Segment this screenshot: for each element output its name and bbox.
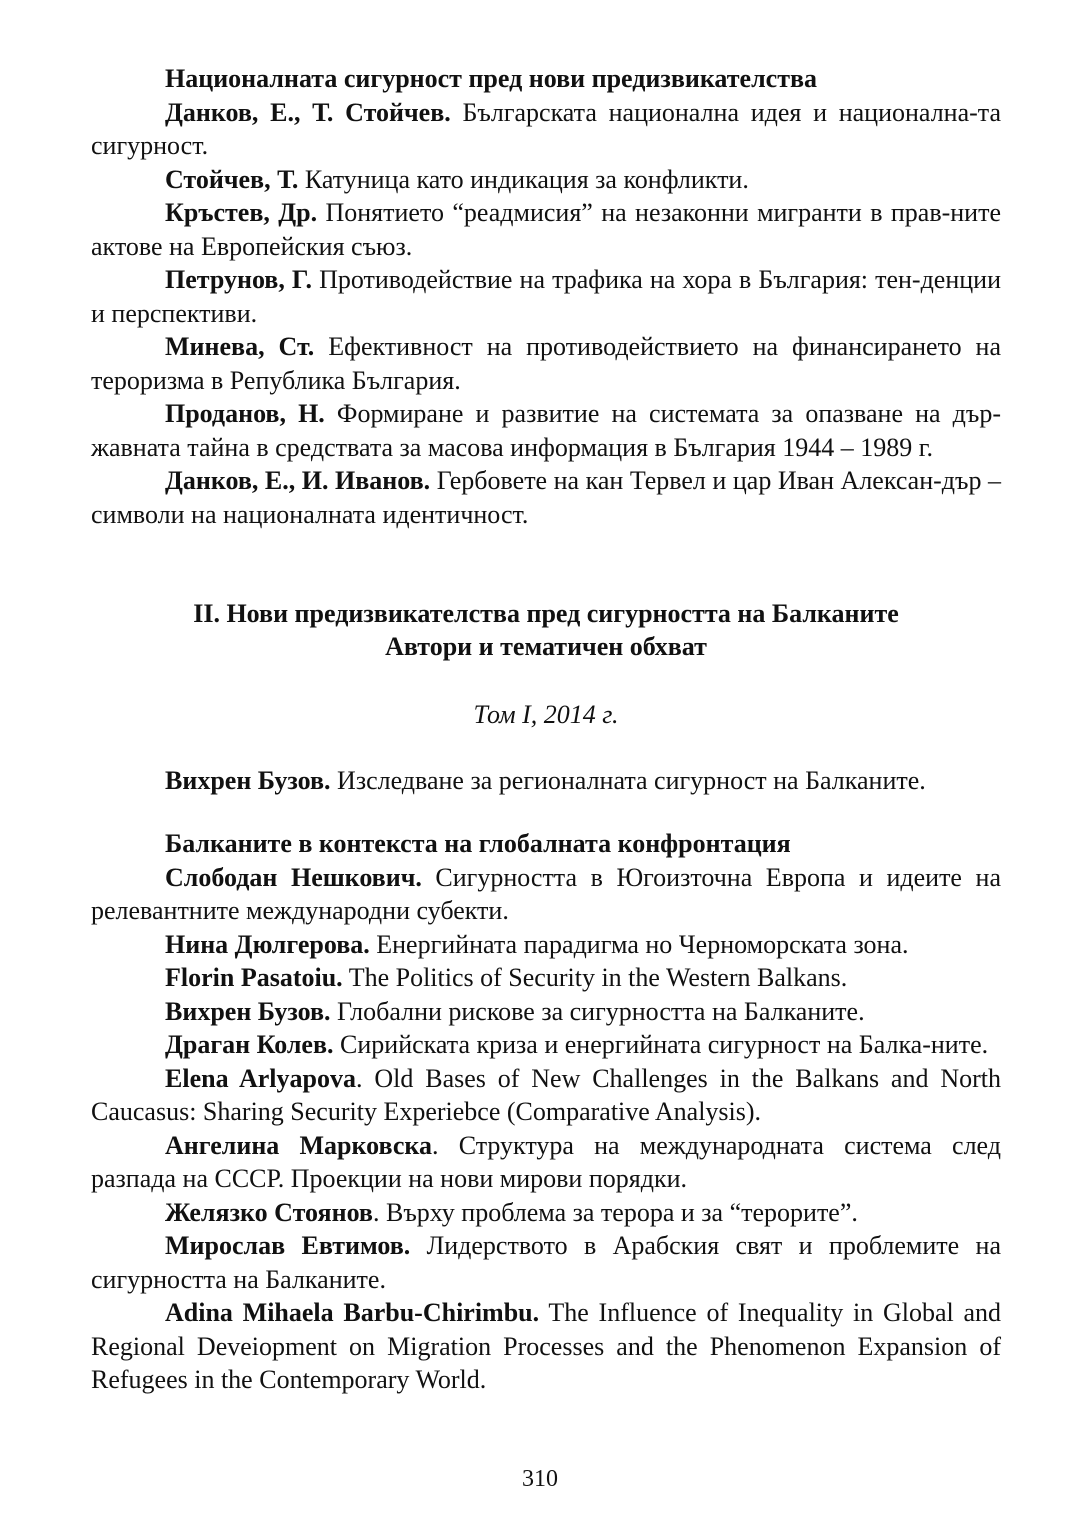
section-title bbox=[91, 597, 1001, 663]
entry-title: Сирийската криза и енергийната сигурност на Балка-ните. bbox=[333, 1030, 989, 1059]
entry-title: Изследване за регионалната сигурност на Балканите. bbox=[330, 766, 926, 795]
bibliography-entry bbox=[91, 1296, 1001, 1397]
entry-author: Вихрен Бузов. bbox=[165, 766, 331, 795]
entry-author: Желязко Стоянов bbox=[165, 1197, 373, 1227]
entry-author: Нина Дюлгерова. bbox=[165, 929, 370, 959]
entry-author: Драган Колев. bbox=[165, 1030, 334, 1059]
entry-title: Сигурността в Югоизточна Европа и идеите на релевантните международни субекти. bbox=[91, 862, 1001, 925]
bibliography-entry bbox=[91, 1129, 1001, 1196]
entry-author: Вихрен Бузов. bbox=[165, 996, 331, 1026]
section-title-line: II. Нови предизвикателства пред сигурността на Балканите bbox=[193, 599, 899, 628]
entry-title: . Върху проблема за терора и за “терорите”. bbox=[372, 1197, 858, 1227]
entry-author: Данков, Е., Т. Стойчев. bbox=[165, 97, 451, 127]
entry-author: Adina Mihaela Barbu-Chirimbu. bbox=[165, 1298, 540, 1327]
bibliography-entry bbox=[91, 330, 1001, 397]
entry-author: Проданов, Н. bbox=[165, 399, 325, 428]
bibliography-entry bbox=[91, 1196, 1001, 1230]
bibliography-entry bbox=[91, 1229, 1001, 1296]
bibliography-entry bbox=[91, 1028, 1001, 1062]
entry-author: Florin Pasatoiu. bbox=[165, 963, 343, 992]
entry-title: The Influence of Inequality in Global and Regional Deveiopment on Migration Processes and the Phenomenon Expansion of Refugees in the Contemporary World. bbox=[91, 1298, 1001, 1394]
entry-author: Петрунов, Г. bbox=[165, 265, 313, 294]
volume-label: Том І, 2014 г. bbox=[473, 700, 619, 729]
entry-title: Ефективност на противодействието на финансирането на тероризма в Република България. bbox=[91, 332, 1001, 395]
section-subtitle-line: Автори и тематичен обхват bbox=[385, 632, 707, 661]
subsection-heading: Националната сигурност пред нови предизвикателства bbox=[165, 64, 818, 93]
section-balkans-global bbox=[91, 827, 1001, 1397]
entry-title: Глобални рискове за сигурността на Балканите. bbox=[330, 996, 865, 1026]
entry-title: Енергийната парадигма но Черноморската зона. bbox=[369, 929, 909, 959]
bibliography-entry bbox=[91, 196, 1001, 263]
bibliography-entry bbox=[91, 96, 1001, 163]
bibliography-entry bbox=[91, 961, 1001, 995]
entry-author: Минева, Ст. bbox=[165, 332, 315, 361]
intro-entry-block bbox=[91, 764, 1001, 797]
entry-title: Гербовете на кан Тервел и цар Иван Алексан-дър – символи на националната идентичност. bbox=[91, 466, 1001, 529]
subsection-heading: Балканите в контекста на глобалната конфронтация bbox=[165, 829, 791, 858]
entry-author: Данков, Е., И. Иванов. bbox=[165, 466, 431, 495]
entry-title: Българската национална идея и национална-та сигурност. bbox=[91, 97, 1002, 160]
bibliography-entry bbox=[91, 928, 1001, 962]
entry-title: Лидерството в Арабския свят и проблемите на сигурността на Балканите. bbox=[91, 1231, 1001, 1294]
entry-title: The Politics of Security in the Western Balkans. bbox=[342, 963, 848, 992]
section-national-security bbox=[91, 62, 1001, 531]
entry-author: Стойчев, Т. bbox=[165, 164, 299, 194]
entry-title: Катуница като индикация за конфликти. bbox=[298, 164, 749, 194]
entry-author: Elena Arlyapova bbox=[165, 1063, 356, 1093]
entry-author: Кръстев, Др. bbox=[165, 198, 318, 227]
bibliography-entry bbox=[91, 764, 1001, 797]
bibliography-entry bbox=[91, 861, 1001, 928]
bibliography-entry bbox=[91, 464, 1001, 531]
entry-title: Противодействие на трафика на хора в България: тен-денции и перспективи. bbox=[91, 265, 1002, 328]
bibliography-entry bbox=[91, 263, 1001, 330]
entry-author: Мирослав Евтимов. bbox=[165, 1231, 411, 1260]
bibliography-entry bbox=[91, 1062, 1001, 1129]
entry-author: Ангелина Марковска bbox=[165, 1130, 432, 1160]
page-number: 310 bbox=[522, 1466, 558, 1492]
bibliography-entry bbox=[91, 163, 1001, 197]
entry-title: Понятието “реадмисия” на незаконни мигранти в прав-ните актове на Европейския съюз. bbox=[91, 198, 1001, 261]
entry-title: . Структура на международната система след разпада на СССР. Проекции на нови мирови порядки. bbox=[91, 1130, 1001, 1193]
bibliography-entry bbox=[91, 995, 1001, 1029]
bibliography-entry bbox=[91, 397, 1001, 464]
entry-title: . Old Bases of New Challenges in the Balkans and North Caucasus: Sharing Security Experiebce (Comparative Analysis). bbox=[91, 1063, 1001, 1126]
entry-title: Формиране и развитие на системата за опазване на дър-жавната тайна в средствата за масова информация в България 1944 – 1989 г. bbox=[91, 399, 1001, 462]
entry-author: Слободан Нешкович. bbox=[165, 862, 422, 892]
